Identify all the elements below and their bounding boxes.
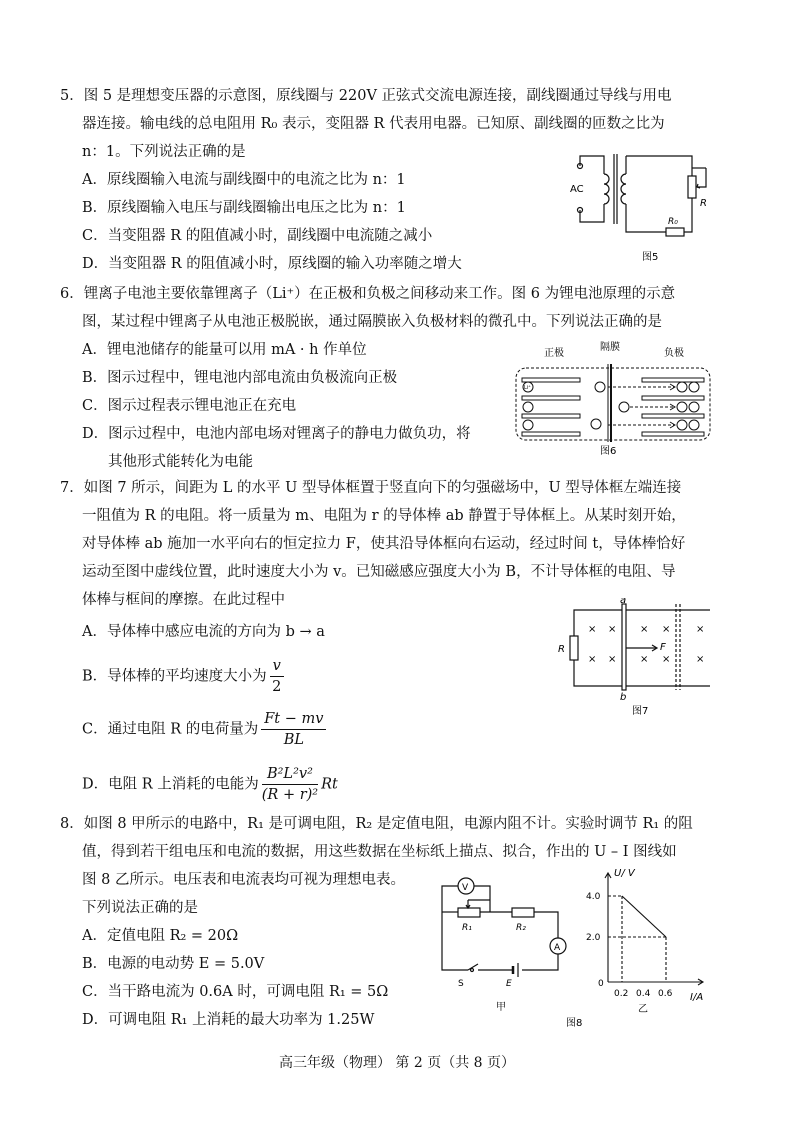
q5-line-3: n：1。下列说法正确的是: [82, 144, 246, 160]
q6-line-2: 图，某过程中锂离子从电池正极脱嵌，通过隔膜嵌入负极材料的微孔中。下列说法正确的是: [82, 314, 662, 330]
fig7-x-8: ×: [640, 654, 649, 665]
fig7-x-10: ×: [696, 654, 705, 665]
q7-b-num: v: [270, 656, 284, 677]
fig8-caption: 图8: [566, 1018, 583, 1029]
q6-option-d: D．图示过程中，电池内部电场对锂离子的静电力做负功，将: [82, 426, 471, 442]
q5-option-b: B．原线圈输入电压与副线圈输出电压之比为 n：1: [82, 200, 406, 216]
q7-option-d: [60, 764, 740, 805]
fig5-r-label: R: [700, 198, 707, 209]
figure-5: [566, 144, 726, 266]
fig8-ammeter-label: A: [554, 943, 561, 953]
figure-8: [432, 862, 732, 1032]
fig8-yi-label: 乙: [638, 1004, 648, 1015]
q8-line-2: 值，得到若干组电压和电流的数据，用这些数据在坐标纸上描点、拟合，作出的 U – I 图线如: [82, 844, 677, 860]
q8-line-1: 8．如图 8 甲所示的电路中，R₁ 是可调电阻，R₂ 是定值电阻，电源内阻不计。实验时调节 R₁ 的阻: [60, 816, 693, 832]
fig8-y-tick-2: 2.0: [586, 933, 601, 943]
figure-6: [514, 340, 714, 458]
q6-option-d-cont: 其他形式能转化为电能: [108, 454, 253, 470]
q6-line-1: 6．锂离子电池主要依靠锂离子（Li⁺）在正极和负极之间移动来工作。图 6 为锂电池原理的示意: [60, 286, 676, 302]
q7-line-3: 对导体棒 ab 施加一水平向右的恒定拉力 F，使其沿导体框向右运动，经过时间 t，导体棒恰好: [82, 536, 686, 552]
fig8-x-tick-02: 0.2: [614, 989, 629, 999]
fig7-x-3: ×: [640, 624, 649, 635]
fig7-x-4: ×: [662, 624, 671, 635]
q8-line-3: 图 8 乙所示。电压表和电流表均可视为理想电表。: [82, 872, 405, 888]
fig8-u-axis-label: U/ V: [614, 868, 635, 879]
fig7-x-5: ×: [696, 624, 705, 635]
q5-option-a: A．原线圈输入电流与副线圈中的电流之比为 n：1: [82, 172, 406, 188]
q7-d-den: (R + r)²: [261, 787, 319, 803]
fig7-a-label: a: [620, 598, 627, 606]
fig6-ion-label: Li⁺: [524, 385, 531, 391]
transformer-diagram: [566, 144, 726, 266]
page-footer: 高三年级（物理） 第 2 页（共 8 页）: [278, 1055, 516, 1071]
fig7-x-9: ×: [662, 654, 671, 665]
q7-line-4: 运动至图中虚线位置，此时速度大小为 v。已知磁感应强度大小为 B，不计导体框的电阻、导: [82, 564, 676, 580]
fig7-r-label: R: [558, 644, 565, 655]
q6-option-c: C．图示过程表示锂电池正在充电: [82, 398, 297, 414]
fig6-positive-label: 正极: [544, 348, 564, 359]
q5-line-1: 5．图 5 是理想变压器的示意图，原线圈与 220V 正弦式交流电源连接，副线圈通过导线与用电: [60, 88, 672, 104]
q5-option-d: D．当变阻器 R 的阻值减小时，原线圈的输入功率随之增大: [82, 256, 462, 272]
q8-option-a: A．定值电阻 R₂ = 20Ω: [82, 928, 239, 944]
q7-option-d-fraction: [262, 764, 318, 805]
q7-line-1: 7．如图 7 所示，间距为 L 的水平 U 型导体框置于竖直向下的匀强磁场中，U 型导体框左端连接: [60, 480, 682, 496]
fig8-r1-label: R₁: [462, 923, 472, 933]
q5-option-c: C．当变阻器 R 的阻值减小时，副线圈中电流随之减小: [82, 228, 433, 244]
fig6-negative-label: 负极: [664, 348, 684, 359]
fig6-separator-label: 隔膜: [600, 342, 620, 353]
fig7-b-label: b: [620, 692, 627, 703]
fig8-origin: 0: [598, 979, 604, 989]
fig8-y-tick-4: 4.0: [586, 892, 601, 902]
figure-7: [552, 598, 712, 718]
q8-option-b: B．电源的电动势 E = 5.0V: [82, 956, 265, 972]
fig7-x-7: ×: [608, 654, 617, 665]
fig8-switch-label: S: [458, 979, 464, 989]
q7-option-c-fraction: [261, 709, 326, 750]
fig8-voltmeter-label: V: [462, 883, 469, 893]
q6-option-a: A．锂电池储存的能量可以用 mA · h 作单位: [82, 342, 367, 358]
conductor-frame-diagram: [552, 598, 712, 718]
fig8-x-tick-04: 0.4: [636, 989, 651, 999]
fig5-r0-label: R₀: [668, 217, 678, 227]
q7-c-num: Ft − mv: [261, 709, 326, 730]
fig8-i-axis-label: I/A: [690, 992, 704, 1003]
q7-option-c-text: C．通过电阻 R 的电荷量为: [82, 721, 259, 738]
fig6-caption: 图6: [600, 446, 617, 457]
q7-option-d-text: D．电阻 R 上消耗的电能为: [82, 776, 259, 793]
circuit-and-graph: [432, 862, 732, 1032]
fig8-r2-label: R₂: [516, 923, 526, 933]
q8-option-d: D．可调电阻 R₁ 上消耗的最大功率为 1.25W: [82, 1012, 375, 1028]
q8-option-c: C．当干路电流为 0.6A 时，可调电阻 R₁ = 5Ω: [82, 984, 389, 1000]
fig8-x-tick-06: 0.6: [658, 989, 673, 999]
q7-b-den: 2: [272, 679, 282, 695]
fig7-x-2: ×: [608, 624, 617, 635]
lithium-battery-diagram: [514, 340, 714, 458]
fig8-jia-label: 甲: [496, 1002, 506, 1013]
q6-option-b: B．图示过程中，锂电池内部电流由负极流向正极: [82, 370, 398, 386]
q7-c-den: BL: [283, 732, 304, 748]
fig7-x-1: ×: [588, 624, 597, 635]
fig8-emf-label: E: [506, 979, 512, 989]
fig5-caption: 图5: [642, 252, 659, 263]
q5-line-2: 器连接。输电线的总电阻用 R₀ 表示，变阻器 R 代表用电器。已知原、副线圈的匝数之比为: [82, 116, 665, 132]
q8-line-4: 下列说法正确的是: [82, 900, 198, 916]
q7-d-num: B²L²v²: [262, 764, 318, 785]
fig7-caption: 图7: [632, 706, 649, 717]
fig7-f-label: F: [660, 642, 666, 653]
q7-option-b-text: B．导体棒的平均速度大小为: [82, 668, 267, 685]
q7-line-2: 一阻值为 R 的电阻。将一质量为 m、电阻为 r 的导体棒 ab 静置于导体框上。从某时刻开始，: [82, 508, 686, 524]
q7-option-a: A．导体棒中感应电流的方向为 b → a: [82, 624, 325, 640]
q7-line-5: 体棒与框间的摩擦。在此过程中: [82, 592, 285, 608]
fig7-x-6: ×: [588, 654, 597, 665]
q7-option-b-fraction: [270, 656, 284, 697]
q7-d-post: Rt: [321, 776, 338, 793]
fig5-ac-label: AC: [570, 184, 584, 195]
